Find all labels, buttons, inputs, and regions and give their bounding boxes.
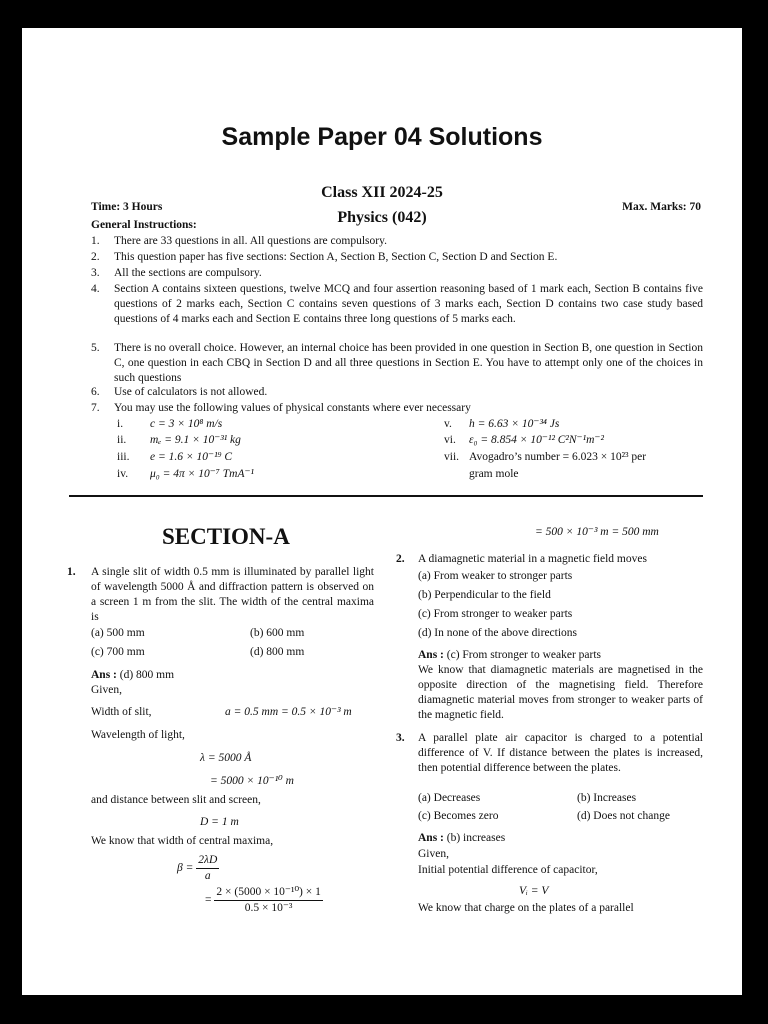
question-number: 3. (396, 732, 405, 744)
class-line: Class XII 2024-25 (321, 184, 443, 201)
wavelength-label: Wavelength of light, (91, 729, 185, 741)
know-line: We know that width of central maxima, (91, 835, 274, 847)
question-text: A single slit of width 0.5 mm is illuminated by parallel light of wavelength 5000 Å and diffraction pattern is observed on a screen 1 m from the slit. The width of the central maxima is (91, 566, 374, 623)
know-line: We know that charge on the plates of a parallel (418, 902, 634, 914)
answer-line: Ans : (c) From stronger to weaker parts (418, 649, 602, 661)
constant-label: iii. (117, 451, 130, 463)
option: (b) Perpendicular to the field (418, 589, 551, 601)
constant-value: c = 3 × 10⁸ m/s (150, 418, 223, 430)
given-label: Given, (418, 848, 449, 860)
constant-value: ε₀ = 8.854 × 10⁻¹² C²N⁻¹m⁻² (469, 434, 604, 446)
initial-potential-label: Initial potential difference of capacitor, (418, 864, 598, 876)
distance-equation: D = 1 m (200, 816, 239, 828)
option: (d) In none of the above directions (418, 627, 578, 639)
section-heading: SECTION-A (162, 524, 290, 549)
constant-label: vi. (444, 434, 456, 446)
constant-label: v. (444, 418, 452, 430)
beta-formula: β = $\frac{2\lambda D}{a}$ (177, 854, 218, 882)
option: (d) 800 mm (250, 646, 305, 658)
option: (a) 500 mm (91, 627, 145, 639)
question-number: 2. (396, 553, 405, 565)
explanation: We know that diamagnetic materials are magnetised in the opposite direction of the magnetising field. Therefore diamagnetic material moves from stronger to weaker parts of the magnetic field. (418, 664, 703, 721)
general-instructions-heading: General Instructions: (91, 219, 197, 231)
constant-label: vii. (444, 451, 460, 463)
question-number: 1. (67, 566, 76, 578)
width-label: Width of slit, (91, 706, 152, 718)
constant-label: iv. (117, 468, 129, 480)
question-text: A parallel plate air capacitor is charged to a potential difference of V. If distance between the plates is increased, then potential difference between the plates. (418, 732, 703, 774)
option: (c) Becomes zero (418, 810, 499, 822)
option: (a) From weaker to stronger parts (418, 570, 573, 582)
document-page (22, 28, 742, 995)
option: (c) 700 mm (91, 646, 145, 658)
subject-line: Physics (042) (337, 209, 427, 226)
time-label: Time: 3 Hours (91, 201, 163, 213)
option: (a) Decreases (418, 792, 481, 804)
question-text: A diamagnetic material in a magnetic field moves (418, 553, 647, 565)
max-marks-label: Max. Marks: 70 (622, 201, 701, 213)
result-equation: = 500 × 10⁻³ m = 500 mm (535, 526, 659, 538)
option: (b) 600 mm (250, 627, 305, 639)
option: (b) Increases (577, 792, 637, 804)
distance-label: and distance between slit and screen, (91, 794, 261, 806)
wavelength-equation: λ = 5000 Å (200, 752, 252, 764)
potential-equation: Vᵢ = V (519, 885, 549, 897)
instructions-list: 1. There are 33 questions in all. All questions are compulsory. 2. This question paper has five sections: Section A, Section B, Section C, Section D and Section E. 3. All the sections are compulsory. 4. Section A contains sixteen questions, twelve MCQ and four assertion reasoning based of 1 mark each, Section B contains five questions of 2 marks each, Section C contains seven questions of 3 marks each, Section D contains two case study based questions of 4 marks each and Section E contains three long questions of 5 marks each. 5. There is no overall choice. However, an internal choice has been provided in one question in Section B, one question in Section C, one question in each CBQ in Section D and all three questions in Section E. You have to attempt only one of the choices in such questions 6. Use of calculators is not allowed. 7. You may use the following values of physical constants where ever necessary (91, 235, 703, 414)
option: (d) Does not change (577, 810, 670, 822)
page-title: Sample Paper 04 Solutions (221, 123, 543, 151)
constant-label: i. (117, 418, 124, 430)
constant-value: μ₀ = 4π × 10⁻⁷ TmA⁻¹ (150, 468, 254, 480)
option: (c) From stronger to weaker parts (418, 608, 573, 620)
answer-line: Ans : (b) increases (418, 832, 506, 844)
constant-value: e = 1.6 × 10⁻¹⁹ C (150, 451, 233, 463)
divider (69, 495, 703, 497)
wavelength-equation: = 5000 × 10⁻¹⁰ m (210, 775, 294, 787)
constant-value: Avogadro’s number = 6.023 × 10²³ per (469, 451, 647, 463)
given-label: Given, (91, 684, 122, 696)
constant-value: h = 6.63 × 10⁻³⁴ Js (469, 418, 560, 430)
substitution-formula: = $\frac{\text{2 × (5000 × 10⁻¹⁰) × 1}}{\text{0.5 × 10⁻³}}$ (205, 886, 321, 914)
width-equation: a = 0.5 mm = 0.5 × 10⁻³ m (225, 706, 352, 718)
constant-value-cont: gram mole (469, 468, 519, 480)
constant-label: ii. (117, 434, 127, 446)
answer-line: Ans : (d) 800 mm (91, 669, 175, 681)
constant-value: mₑ = 9.1 × 10⁻³¹ kg (150, 434, 241, 446)
